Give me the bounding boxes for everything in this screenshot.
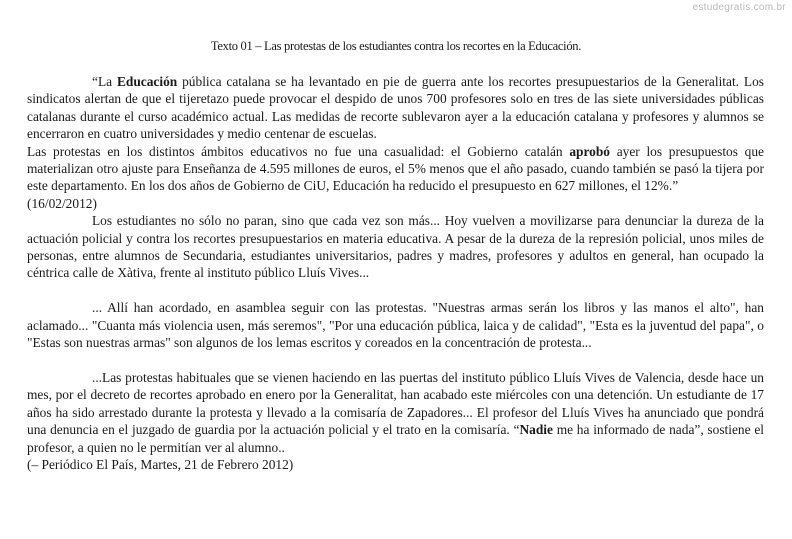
quote-date: (16/02/2012) [27, 195, 97, 211]
p5-bold: Nadie [519, 422, 553, 438]
p1-text-c: pública catalana se ha levantado en pie de guerra ante los recortes presupuestarios de la Generalitat. Los sindicatos alertan de que el tijeretazo puede provocar el despido de unos 700 profesores solo en tres de las siete universidades públicas catalanas durante el curso académico actual. Las medidas de recorte sublevaron ayer a la educación catalana y profesores y alumnos se encerraron en cuatro universidades y medio centenar de escuelas. [27, 74, 764, 142]
p2-text-a: Las protestas en los distintos ámbitos educativos no fue una casualidad: el Gobierno catalán [27, 143, 570, 159]
p2-bold: aprobó [569, 143, 610, 159]
watermark: estudegratis.com.br [692, 2, 786, 13]
p5-text-c: me ha informado de nada”, sostiene el profesor, a quien no le permitían ver al alumno.. [27, 422, 764, 455]
paragraph-5 [27, 369, 764, 456]
p1-text-a: “La [92, 74, 117, 89]
article-body [27, 73, 764, 473]
paragraph-4: ... Allí han acordado, en asamblea seguir con las protestas. "Nuestras armas serán los libros y las manos el alto", han aclamado... "Cuanta más violencia usen, más seremos", "Por una educación pública, laica y de calidad", "Esta es la juventud del papa", o "Estas son nuestras armas" son algunos de los lemas escritos y coreados en la concentración de protesta... [27, 300, 764, 351]
p2-text-c: ayer los presupuestos que materializan otro ajuste para Enseñanza de 4.595 millones de euros, el 5% menos que el año pasado, cuando también se pasó la tijera por este departamento. En los dos años de Gobierno de CiU, Educación ha reducido el presupuesto en 627 millones, el 12%.” [27, 143, 764, 194]
spacer [27, 282, 764, 299]
paragraph-2 [27, 143, 764, 195]
source-citation: (– Periódico El País, Martes, 21 de Febrero 2012) [27, 456, 294, 472]
page-title: Texto 01 – Las protestas de los estudiantes contra los recortes en la Educación. [210, 39, 582, 53]
spacer [27, 351, 764, 368]
paragraph-3: Los estudiantes no sólo no paran, sino que cada vez son más... Hoy vuelven a movilizarse para denunciar la dureza de la actuación policial y contra los recortes presupuestarios en materia educativa. A pesar de la dureza de la represión policial, unos miles de personas, entre alumnos de Secundaria, estudiantes universitarios, padres y madres, profesores y adultos en general, han ocupado la céntrica calle de Xàtiva, frente al instituto público Lluís Vives... [27, 213, 764, 281]
paragraph-1 [27, 73, 764, 143]
p1-bold: Educación [116, 74, 178, 89]
p5-text-a: ...Las protestas habituales que se vienen haciendo en las puertas del instituto público Lluís Vives de Valencia, desde hace un mes, por el decreto de recortes aprobado en enero por la Generalitat, han acabado este miércoles con una detención. Un estudiante de 17 años ha sido arrestado durante la protesta y llevado a la comisaría de Zapadores... El profesor del Lluís Vives ha anunciado que pondrá una denuncia en el juzgado de guardia por la actuación policial y el trato en la comisaría. “ [27, 369, 764, 438]
